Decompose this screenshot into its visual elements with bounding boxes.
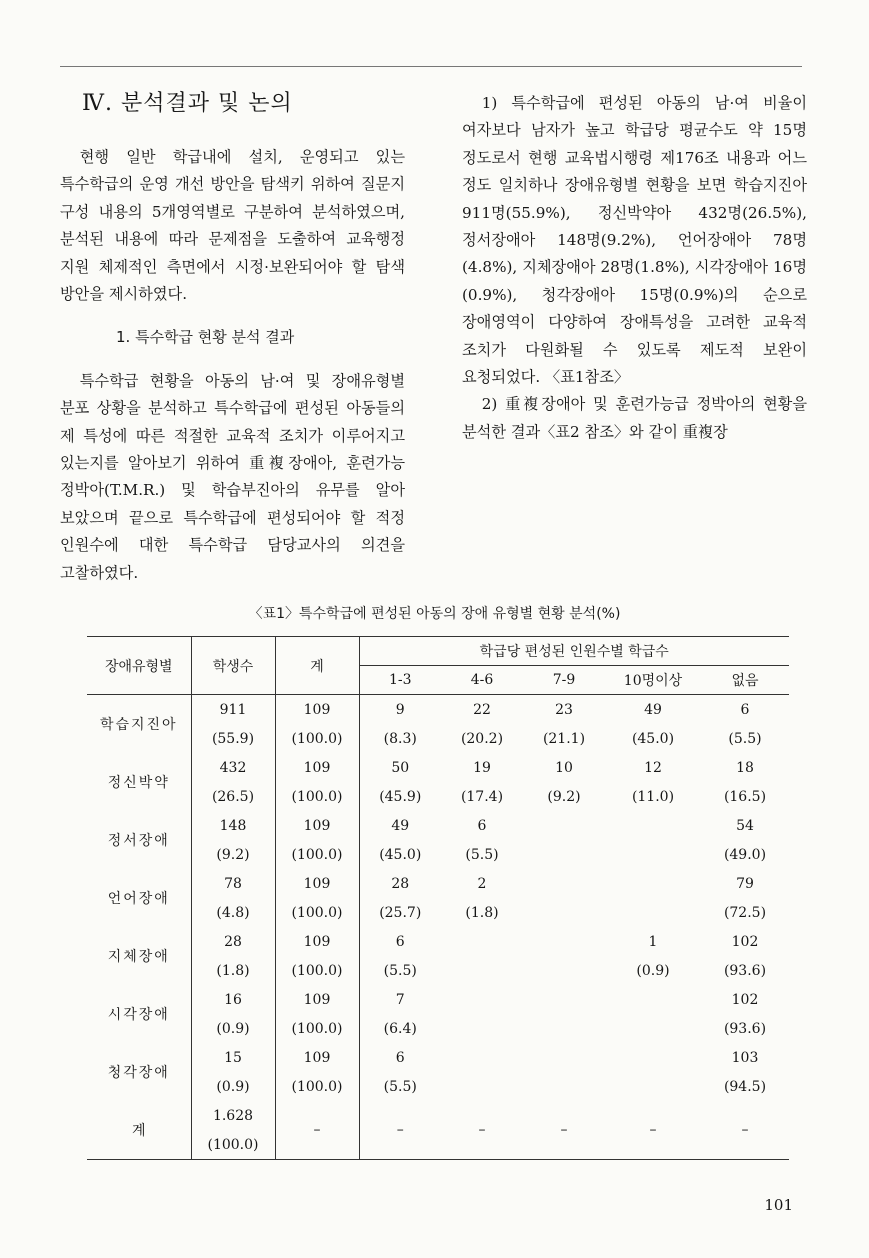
student-count: 911 (191, 695, 275, 725)
pct-cell (441, 1072, 523, 1101)
count-cell: – (359, 1101, 441, 1160)
class-total-pct: (100.0) (275, 1014, 359, 1043)
count-cell: 23 (555, 701, 573, 718)
count-cell: 50 (391, 759, 410, 776)
subsection-heading: 1. 특수학급 현황 분석 결과 (116, 328, 295, 347)
count-cell: 79 (736, 875, 754, 892)
count-cell: 19 (473, 759, 491, 776)
count-cell (605, 985, 701, 1014)
count-cell: – (701, 1101, 789, 1160)
student-count: 16 (191, 985, 275, 1014)
student-count: 28 (191, 927, 275, 956)
count-cell (605, 1043, 701, 1072)
count-cell: 102 (731, 991, 759, 1008)
header-10plus: 10명이상 (605, 666, 701, 695)
count-cell (441, 985, 523, 1014)
count-cell: 22 (473, 701, 491, 718)
count-cell: 10 (555, 759, 573, 776)
table-row (87, 927, 789, 956)
table-row (87, 898, 789, 927)
table-row (87, 985, 789, 1014)
table-row (87, 724, 789, 753)
row-label: 언어장애 (87, 869, 191, 927)
pct-cell: (72.5) (723, 904, 767, 921)
student-pct: (4.8) (191, 898, 275, 927)
student-pct: (0.9) (191, 1072, 275, 1101)
pct-cell: (5.5) (383, 1078, 417, 1095)
count-cell: 6 (395, 933, 405, 950)
class-total: 109 (275, 985, 359, 1014)
class-total-pct: (100.0) (275, 898, 359, 927)
pct-cell: (45.0) (631, 730, 675, 747)
class-total: 109 (275, 811, 359, 840)
count-cell: 54 (736, 817, 754, 834)
count-cell (523, 927, 605, 956)
count-cell: 7 (395, 991, 405, 1008)
row-label: 청각장애 (87, 1043, 191, 1101)
pct-cell (523, 956, 605, 985)
pct-cell: (5.5) (465, 846, 499, 863)
class-total-pct: (100.0) (275, 956, 359, 985)
intro-paragraph: 현행 일반 학급내에 설치, 운영되고 있는 특수학급의 운영 개선 방안을 탐색키 위하여 질문지 구성 내용의 5개영역별로 구분하여 분석하였으며, 분석된 내용에 따라 문제점을 도출하여 교육행정 지원 체제적인 측면에서 시정·보완되어야 할 탐색 방안을 제시하였다. (60, 148, 405, 304)
pct-cell (605, 840, 701, 869)
header-group: 학급당 편성된 인원수별 학급수 (359, 637, 789, 666)
count-cell: 28 (391, 875, 410, 892)
row-label: 학습지진아 (87, 695, 191, 754)
pct-cell: (5.5) (728, 730, 762, 747)
pct-cell (441, 956, 523, 985)
table-row-total (87, 1101, 789, 1130)
class-total-pct: (100.0) (275, 782, 359, 811)
student-pct: (100.0) (191, 1130, 275, 1160)
table-row (87, 956, 789, 985)
pct-cell: (1.8) (465, 904, 499, 921)
count-cell: 9 (395, 701, 405, 718)
header-4-6: 4-6 (441, 666, 523, 695)
row-label: 정서장애 (87, 811, 191, 869)
count-cell: 102 (731, 933, 759, 950)
class-total: – (275, 1101, 359, 1160)
row-label: 시각장애 (87, 985, 191, 1043)
student-count: 148 (191, 811, 275, 840)
class-total: 109 (275, 695, 359, 725)
count-cell: 6 (477, 817, 487, 834)
pct-cell (523, 1014, 605, 1043)
table-caption: 〈표1〉특수학급에 편성된 아동의 장애 유형별 현황 분석(%) (248, 606, 621, 622)
row-label: 계 (87, 1101, 191, 1160)
pct-cell: (6.4) (383, 1020, 417, 1037)
pct-cell (523, 1072, 605, 1101)
table-row (87, 695, 789, 725)
table-row (87, 782, 789, 811)
count-cell: 1 (648, 933, 658, 950)
count-cell: 18 (736, 759, 754, 776)
section-title: Ⅳ. 분석결과 및 논의 (82, 91, 293, 116)
pct-cell: (20.2) (460, 730, 504, 747)
table-row (87, 753, 789, 782)
count-cell: 6 (395, 1049, 405, 1066)
pct-cell: (8.3) (383, 730, 417, 747)
count-cell (523, 811, 605, 840)
pct-cell (605, 1072, 701, 1101)
class-total: 109 (275, 753, 359, 782)
pct-cell: (93.6) (723, 1020, 767, 1037)
pct-cell: (5.5) (383, 962, 417, 979)
class-total: 109 (275, 927, 359, 956)
student-count: 15 (191, 1043, 275, 1072)
header-rule (60, 66, 802, 67)
pct-cell (523, 898, 605, 927)
header-total: 계 (275, 637, 359, 695)
class-total: 109 (275, 869, 359, 898)
pct-cell (605, 898, 701, 927)
row-label: 지체장애 (87, 927, 191, 985)
class-total: 109 (275, 1043, 359, 1072)
disability-type-table (87, 636, 789, 1160)
student-count: 78 (191, 869, 275, 898)
header-none: 없음 (701, 666, 789, 695)
class-total-pct: (100.0) (275, 840, 359, 869)
pct-cell: (16.5) (723, 788, 767, 805)
pct-cell: (45.0) (379, 846, 422, 863)
count-cell: – (605, 1101, 701, 1160)
pct-cell: (21.1) (542, 730, 586, 747)
count-cell: 6 (740, 701, 750, 718)
page-number: 101 (764, 1196, 793, 1214)
left-column (60, 88, 405, 587)
student-pct: (1.8) (191, 956, 275, 985)
count-cell (523, 869, 605, 898)
count-cell (605, 811, 701, 840)
pct-cell: (0.9) (636, 962, 670, 979)
pct-cell: (93.6) (723, 962, 767, 979)
count-cell: 12 (644, 759, 662, 776)
count-cell: 2 (477, 875, 487, 892)
table-row (87, 1072, 789, 1101)
student-pct: (26.5) (191, 782, 275, 811)
pct-cell: (25.7) (379, 904, 422, 921)
pct-cell: (9.2) (547, 788, 581, 805)
item-2-paragraph: 2) 重複장애아 및 훈련가능급 정박아의 현황을 분석한 결과〈표2 참조〉와 같이 重複장 (462, 395, 807, 441)
header-students: 학생수 (191, 637, 275, 695)
count-cell (523, 1043, 605, 1072)
student-count: 1.628 (191, 1101, 275, 1130)
header-type: 장애유형별 (87, 637, 191, 695)
pct-cell (523, 840, 605, 869)
student-count: 432 (191, 753, 275, 782)
count-cell (605, 869, 701, 898)
class-total-pct: (100.0) (275, 724, 359, 753)
student-pct: (0.9) (191, 1014, 275, 1043)
header-7-9: 7-9 (523, 666, 605, 695)
row-label: 정신박약 (87, 753, 191, 811)
pct-cell: (45.9) (379, 788, 422, 805)
table-row (87, 811, 789, 840)
count-cell (441, 1043, 523, 1072)
count-cell: – (523, 1101, 605, 1160)
pct-cell: (11.0) (631, 788, 675, 805)
count-cell: 103 (731, 1049, 759, 1066)
count-cell (523, 985, 605, 1014)
class-total-pct: (100.0) (275, 1072, 359, 1101)
pct-cell: (94.5) (723, 1078, 767, 1095)
pct-cell: (49.0) (723, 846, 767, 863)
student-pct: (9.2) (191, 840, 275, 869)
pct-cell (441, 1014, 523, 1043)
table-row (87, 1043, 789, 1072)
count-cell: 49 (644, 701, 662, 718)
item-1-paragraph: 1) 특수학급에 편성된 아동의 남·여 비율이 여자보다 남자가 높고 학급당 평균수도 약 15명 정도로서 현행 교육법시행령 제176조 내용과 어느 정도 일치하나 장애유형별 현황을 보면 학습지진아 911명(55.9%), 정신박약아 432명(26.5%), 정서장애아 148명(9.2%), 언어장애아 78명(4.8%), 지체장애아 28명(1.8%), 시각장애아 16명(0.9%), 청각장애아 15명(0.9%)의 순으로 장애영역이 다양하여 장애특성을 고려한 교육적 조치가 다원화될 수 있도록 제도적 보완이 요청되었다. 〈표1참조〉 (462, 94, 807, 387)
status-paragraph: 특수학급 현황을 아동의 남·여 및 장애유형별 분포 상황을 분석하고 특수학급에 편성된 아동들의 제 특성에 따른 적절한 교육적 조치가 이루어지고 있는지를 알아보기 위하여 重複장애아, 훈련가능 정박아(T.M.R.) 및 학습부진아의 유무를 알아 보았으며 끝으로 특수학급에 편성되어야 할 적정 인원수에 대한 특수학급 담당교사의 의견을 고찰하였다. (60, 371, 405, 582)
pct-cell (605, 1014, 701, 1043)
student-pct: (55.9) (191, 724, 275, 753)
count-cell: – (441, 1101, 523, 1160)
right-column (462, 90, 807, 446)
table-row (87, 840, 789, 869)
count-cell: 49 (391, 817, 410, 834)
pct-cell: (17.4) (460, 788, 504, 805)
count-cell (441, 927, 523, 956)
table-row (87, 1014, 789, 1043)
header-1-3: 1-3 (359, 666, 441, 695)
table-row (87, 869, 789, 898)
